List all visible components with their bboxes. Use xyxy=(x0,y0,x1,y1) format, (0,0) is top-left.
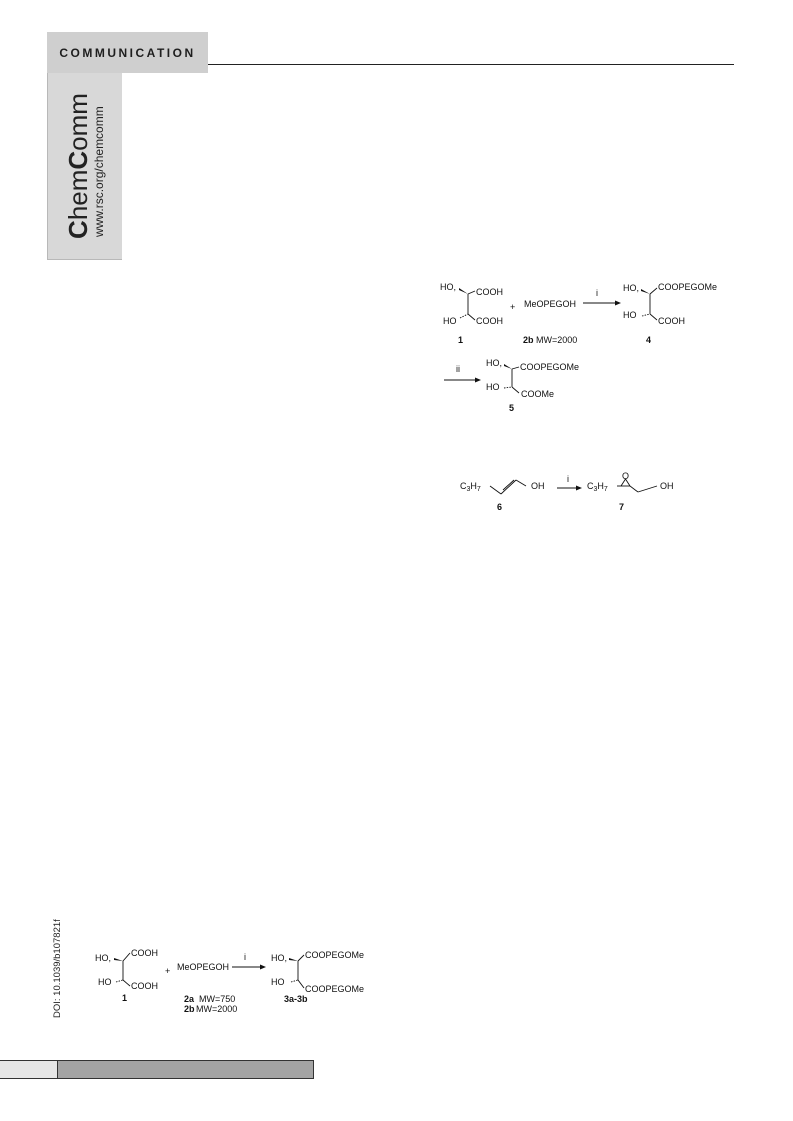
scheme-2 xyxy=(460,470,690,520)
s3-reagent-a-mw: MW=750 xyxy=(199,994,236,1004)
s3-reactant-acid-bottom: COOH xyxy=(131,981,158,991)
s3-reactant-oh-top: HO, xyxy=(95,953,112,963)
s2-reactant-oh: OH xyxy=(531,481,545,491)
s1-reactant-id: 1 xyxy=(458,335,464,345)
s1-product2-oh-bottom: HO xyxy=(486,382,500,392)
s1-product-oh-bottom: HO xyxy=(623,310,637,320)
s3-product-ester-bottom: COOPEGOMe xyxy=(305,984,365,994)
s3-product-id: 3a-3b xyxy=(284,994,308,1004)
s1-arrow-label: i xyxy=(596,288,598,298)
logo-text-block xyxy=(48,73,122,259)
footer-bar-light xyxy=(0,1060,57,1079)
scheme-3 xyxy=(95,948,375,1023)
s1-plus: + xyxy=(510,302,516,312)
s2-product-id: 7 xyxy=(619,502,625,512)
section-label: COMMUNICATION xyxy=(59,45,196,60)
s3-reactant-id: 1 xyxy=(122,993,128,1003)
s1-product2-ester: COOPEGOMe xyxy=(520,362,580,372)
logo-brand: ChemComm xyxy=(63,93,93,239)
logo-url: www.rsc.org/chemcomm xyxy=(92,106,106,237)
s1-reactant-acid-bottom: COOH xyxy=(476,316,503,326)
s3-product-ester-top: COOPEGOMe xyxy=(305,950,365,960)
section-tab xyxy=(47,32,208,73)
s1-reagent-mw: MW=2000 xyxy=(536,335,578,345)
header-rule xyxy=(208,64,734,65)
journal-logo xyxy=(47,73,122,260)
s1-product-acid: COOH xyxy=(658,316,685,326)
scheme-1 xyxy=(440,280,740,420)
s1-product2-id: 5 xyxy=(509,403,515,413)
s1-reagent: MeOPEGOH xyxy=(524,299,577,309)
s1-product-id: 4 xyxy=(646,335,652,345)
s3-reagent-b-id: 2b xyxy=(184,1004,195,1014)
s3-reagent-b-mw: MW=2000 xyxy=(196,1004,238,1014)
scheme-1-drawing xyxy=(440,280,740,415)
s1-reagent-id: 2b xyxy=(523,335,534,345)
s1-product-ester: COOPEGOMe xyxy=(658,282,718,292)
s1-reactant-acid-top: COOH xyxy=(476,287,503,297)
s2-product-oh: OH xyxy=(660,481,674,491)
footer-bar xyxy=(0,1060,313,1078)
s1-reactant-oh-bottom: HO xyxy=(443,316,457,326)
s2-epoxide-o: O xyxy=(622,471,630,481)
s3-arrow-label: i xyxy=(244,952,246,962)
s2-arrow-label: i xyxy=(567,474,569,484)
s2-reactant-id: 6 xyxy=(497,502,503,512)
s2-product-alkyl: $C_3H_7$ xyxy=(587,481,608,493)
s3-plus: + xyxy=(165,966,171,976)
s1-step2-arrow-label: ii xyxy=(456,364,460,374)
s3-reactant-acid-top: COOH xyxy=(131,948,158,958)
s3-product-oh-bottom: HO xyxy=(271,977,285,987)
s3-reagent-a-id: 2a xyxy=(184,994,195,1004)
doi-label: DOI: 10.1039/b107821f xyxy=(52,919,63,1018)
scheme-2-drawing xyxy=(460,470,690,515)
footer-bar-dark xyxy=(57,1060,314,1079)
s3-reactant-oh-bottom: HO xyxy=(98,977,112,987)
scheme-3-drawing xyxy=(95,948,375,1018)
s1-product2-oh-top: HO, xyxy=(486,358,503,368)
s2-reactant-alkyl: $C_3H_7$ xyxy=(460,481,481,493)
s3-reagent: MeOPEGOH xyxy=(177,962,230,972)
s3-product-oh-top: HO, xyxy=(271,953,288,963)
s1-reactant-oh-top: HO, xyxy=(440,282,457,292)
s1-product2-methyl: COOMe xyxy=(521,389,555,399)
s1-product-oh-top: HO, xyxy=(623,283,640,293)
